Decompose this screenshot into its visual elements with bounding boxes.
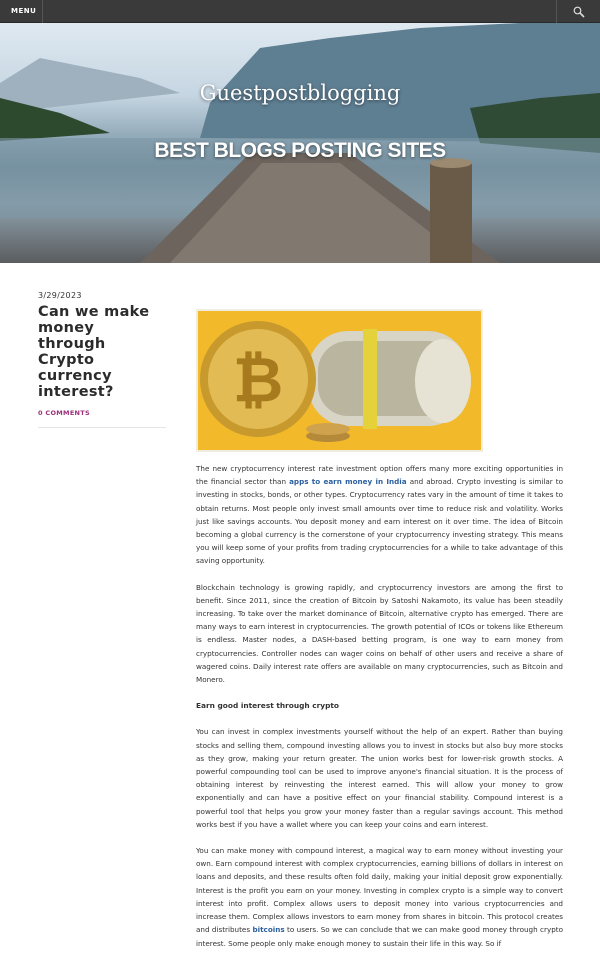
comments-link[interactable]: 0 COMMENTS bbox=[38, 409, 91, 417]
site-tagline: BEST BLOGS POSTING SITES bbox=[154, 139, 446, 162]
post-image bbox=[196, 309, 483, 452]
post-content bbox=[196, 462, 563, 963]
section-heading: Earn good interest through crypto bbox=[196, 701, 339, 711]
top-bar bbox=[0, 0, 600, 23]
paragraph: You can invest in complex investments yourself without the help of an expert. Rather than buying stocks and selling them, compound investing allows you to invest in stocks but also buy more stocks as they grow, making your return greater. The union works best for lower-risk growth stocks. A powerful compounding tool can be used to improve anyone's financial situation. It is the process of obtaining interest by reinvesting the interest earned. This will allow your money to grow exponentially and can have a positive effect on your financial stability. Compound interest is a powerful tool that helps you grow your money faster than a regular savings account. This method works best if you have a wallet where you can keep your coins and earn interest. bbox=[196, 727, 563, 829]
divider bbox=[38, 427, 166, 428]
menu-button[interactable]: MENU bbox=[0, 0, 43, 23]
post-meta bbox=[38, 291, 166, 428]
post-title: Can we make money through Crypto currency interest? bbox=[38, 304, 150, 400]
bitcoins-link[interactable]: bitcoins bbox=[252, 925, 285, 935]
search-icon bbox=[573, 6, 585, 18]
header-hero bbox=[0, 23, 600, 263]
apps-link[interactable]: apps to earn money in India bbox=[289, 477, 407, 487]
bitcoin-money-illustration bbox=[198, 311, 481, 450]
search-button[interactable] bbox=[556, 0, 600, 23]
paragraph: The new cryptocurrency interest rate investment option offers many more exciting opportunities in the financial sector than apps to earn money in India and abroad. Crypto investing is similar to investing in stocks, bonds, or other types. Cryptocurrency rates vary in the amount of time it takes to obtain returns. Most people only invest small amounts over time to reduce risk and volatility. Works just like savings accounts. You deposit money and earn interest on it over time. The idea of Bitcoin becoming a global currency is the cornerstone of your cryptocurrency investing strategy. This means you will keep some of your profits from trading cryptocurrencies for a while to take advantage of this saving opportunity. bbox=[196, 464, 563, 566]
site-title[interactable]: Guestpostblogging bbox=[199, 81, 401, 105]
post-date[interactable]: 3/29/2023 bbox=[38, 291, 82, 300]
svg-text:₿: ₿ bbox=[232, 343, 284, 416]
paragraph: You can make money with compound interest, a magical way to earn money without investing your own. Earn compound interest with complex cryptocurrencies, earning billions of dollars in interest on loans and deposits, and these results often fold daily, making your initial deposit grow exponentially. Interest is the profit you earn on your money. Investing in complex crypto is a simple way to convert interest into profit. Complex allows users to deposit money into various cryptocurrencies and increase them. Complex allows investors to earn money from shares in bitcoin. This protocol creates and distributes bitcoins to users. So we can conclude that we can make good money through crypto interest. Some people only make enough money to sustain their life in this way. So if bbox=[196, 846, 563, 948]
paragraph: Blockchain technology is growing rapidly, and cryptocurrency investors are among the first to benefit. Since 2011, since the creation of Bitcoin by Satoshi Nakamoto, its value has been steadily increasing. To take over the market dominance of Bitcoin, alternative crypto has emerged. There are many ways to earn interest in cryptocurrencies. The growth potential of ICOs or tokens like Ethereum is endless. Master nodes, a DASH-based betting program, is one way to earn money from cryptocurrencies. Controller nodes can wager coins on behalf of other users and receive a share of wagered coins. Daily interest rate offers are available on many cryptocurrencies, such as Bitcoin and Monero. bbox=[196, 582, 563, 685]
